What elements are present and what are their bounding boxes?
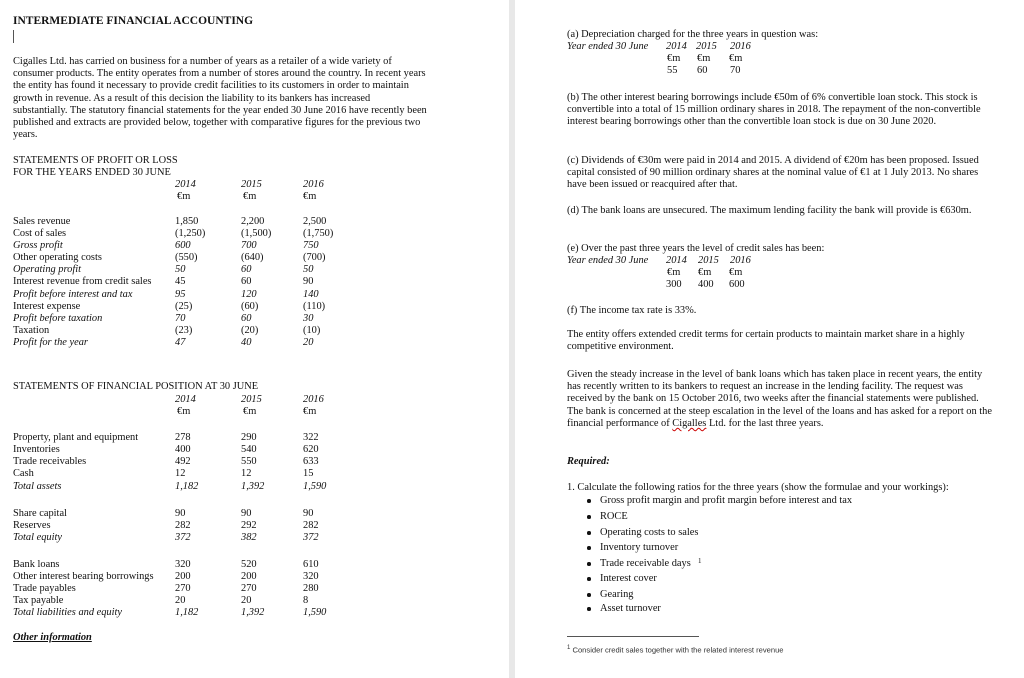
pl-row-value: 50 — [175, 264, 186, 275]
fp-unit: €m — [243, 406, 257, 417]
pl-row-value: (23) — [175, 325, 193, 336]
fp-row-value: 12 — [175, 468, 186, 479]
pl-row-value: 120 — [241, 289, 257, 300]
note-e-value: 600 — [729, 279, 745, 290]
footnote — [567, 642, 784, 657]
fp-row-value: 200 — [175, 571, 191, 582]
credit-terms-paragraph: The entity offers extended credit terms for certain products to maintain market share in a highly competitive environment. — [567, 329, 965, 353]
bullet-dot — [587, 546, 591, 550]
fp-row-value: 282 — [303, 520, 319, 531]
pl-row-value: 40 — [241, 337, 252, 348]
pl-row-label: Profit before interest and tax — [13, 289, 133, 300]
fp-row-label: Share capital — [13, 508, 67, 519]
note-e-value: 400 — [698, 279, 714, 290]
note-e-unit: €m — [729, 267, 743, 278]
ratio-list-item: Asset turnover — [600, 603, 661, 614]
pl-row-value: 600 — [175, 240, 191, 251]
note-e-year-2016: 2016 — [730, 255, 751, 266]
note-e-year-2015: 2015 — [698, 255, 719, 266]
fp-row-value: 90 — [303, 508, 314, 519]
pl-unit: €m — [303, 191, 317, 202]
note-e-year-label: Year ended 30 June — [567, 255, 649, 266]
footnote-rule — [567, 636, 699, 637]
pl-row-value: (20) — [241, 325, 259, 336]
fp-row-value: 610 — [303, 559, 319, 570]
bank-request-text-end: Ltd. for the last three years. — [706, 417, 824, 429]
fp-row-value: 280 — [303, 583, 319, 594]
fp-row-label: Reserves — [13, 520, 51, 531]
fp-row-value: 1,590 — [303, 607, 327, 618]
pl-row-value: (110) — [303, 301, 326, 312]
note-c-text: (c) Dividends of €30m were paid in 2014 and 2015. A dividend of €20m has been proposed. Issued capital consisted of 90 million ordinary shares at the nominal value of €1 at 1 July 2013. No shares have been issued or reacquired after that. — [567, 155, 979, 191]
bullet-dot — [587, 577, 591, 581]
note-a-year-2015: 2015 — [696, 41, 717, 52]
fp-row-value: 20 — [175, 595, 186, 606]
pl-row-value: 60 — [241, 313, 252, 324]
note-a-value: 60 — [697, 65, 708, 76]
fp-row-value: 290 — [241, 432, 257, 443]
ratio-list-item: Gearing — [600, 589, 634, 600]
fp-heading: STATEMENTS OF FINANCIAL POSITION AT 30 JUNE — [13, 381, 259, 392]
text-cursor — [13, 30, 14, 43]
note-a-value: 55 — [667, 65, 678, 76]
pl-row-label: Other operating costs — [13, 252, 102, 263]
fp-row-label: Tax payable — [13, 595, 64, 606]
fp-row-value: 8 — [303, 595, 309, 606]
pl-row-label: Profit for the year — [13, 337, 88, 348]
pl-row-value: 47 — [175, 337, 186, 348]
pl-row-value: 2,500 — [303, 216, 327, 227]
fp-year-2014: 2014 — [175, 394, 196, 405]
fp-row-value: 540 — [241, 444, 257, 455]
fp-row-value: 550 — [241, 456, 257, 467]
fp-row-value: 1,590 — [303, 481, 327, 492]
pl-row-value: 750 — [303, 240, 319, 251]
pl-heading-1: STATEMENTS OF PROFIT OR LOSS — [13, 155, 178, 166]
fp-row-value: 620 — [303, 444, 319, 455]
pl-row-value: (700) — [303, 252, 326, 263]
pl-row-value: (550) — [175, 252, 198, 263]
pl-row-value: 95 — [175, 289, 186, 300]
fp-unit: €m — [303, 406, 317, 417]
pl-row-label: Gross profit — [13, 240, 63, 251]
bank-request-paragraph — [567, 369, 992, 430]
note-a-year-label: Year ended 30 June — [567, 41, 649, 52]
fp-row-value: 320 — [303, 571, 319, 582]
pl-row-label: Sales revenue — [13, 216, 71, 227]
pl-row-value: 45 — [175, 276, 186, 287]
fp-row-value: 400 — [175, 444, 191, 455]
note-e-unit: €m — [667, 267, 681, 278]
fp-row-label: Total equity — [13, 532, 62, 543]
note-a-value: 70 — [730, 65, 741, 76]
pl-row-value: 20 — [303, 337, 314, 348]
fp-row-value: 270 — [175, 583, 191, 594]
ratio-list-item: Inventory turnover — [600, 542, 679, 553]
fp-row-value: 282 — [175, 520, 191, 531]
fp-row-value: 492 — [175, 456, 191, 467]
note-e-text: (e) Over the past three years the level of credit sales has been: — [567, 243, 825, 254]
fp-row-value: 320 — [175, 559, 191, 570]
fp-row-value: 292 — [241, 520, 257, 531]
bullet-dot — [587, 515, 591, 519]
bullet-dot — [587, 607, 591, 611]
pl-row-label: Profit before taxation — [13, 313, 103, 324]
ratio-list-item: ROCE — [600, 511, 628, 522]
fp-row-value: 322 — [303, 432, 319, 443]
fp-row-value: 15 — [303, 468, 314, 479]
question-1-text: 1. Calculate the following ratios for the three years (show the formulae and your workings): — [567, 482, 949, 493]
pl-row-value: (60) — [241, 301, 259, 312]
note-a-year-2016: 2016 — [730, 41, 751, 52]
pl-row-value: (640) — [241, 252, 264, 263]
fp-row-value: 382 — [241, 532, 257, 543]
pl-year-2015: 2015 — [241, 179, 262, 190]
fp-row-label: Cash — [13, 468, 34, 479]
pl-row-value: (1,250) — [175, 228, 206, 239]
fp-row-label: Total assets — [13, 481, 62, 492]
pl-row-value: 90 — [303, 276, 314, 287]
pl-row-label: Interest expense — [13, 301, 81, 312]
pl-row-value: 70 — [175, 313, 186, 324]
fp-row-value: 520 — [241, 559, 257, 570]
footnote-text: Consider credit sales together with the related interest revenue — [572, 645, 784, 655]
required-label: Required: — [567, 456, 610, 467]
note-a-unit: €m — [697, 53, 711, 64]
pl-row-label: Cost of sales — [13, 228, 67, 239]
pl-heading-2: FOR THE YEARS ENDED 30 JUNE — [13, 167, 171, 178]
pl-row-value: (1,750) — [303, 228, 334, 239]
right-page — [515, 0, 1024, 678]
pl-unit: €m — [243, 191, 257, 202]
fp-row-label: Total liabilities and equity — [13, 607, 123, 618]
fp-row-value: 372 — [175, 532, 191, 543]
note-a-text: (a) Depreciation charged for the three years in question was: — [567, 29, 819, 40]
ratio-list-item: Trade receivable days 1 — [600, 557, 702, 569]
bullet-dot — [587, 562, 591, 566]
fp-unit: €m — [177, 406, 191, 417]
fp-row-value: 633 — [303, 456, 319, 467]
left-page — [0, 0, 509, 678]
pl-year-2014: 2014 — [175, 179, 196, 190]
note-e-value: 300 — [666, 279, 682, 290]
bank-request-text: Given the steady increase in the level of bank loans which has taken place in recent years, the entity has recently written to its bankers to request an increase in the lending facility. The request was received by the bank on 15 October 2016, two weeks after the financial statements were published. The bank is concerned at the steep escalation in the level of the loans and has asked for a report on the financial performance of — [567, 369, 992, 429]
fp-row-value: 1,392 — [241, 481, 265, 492]
ratio-list-item: Interest cover — [600, 573, 657, 584]
pl-row-value: 50 — [303, 264, 314, 275]
fp-row-value: 1,392 — [241, 607, 265, 618]
pl-row-value: (1,500) — [241, 228, 272, 239]
pl-row-value: (10) — [303, 325, 321, 336]
fp-row-value: 1,182 — [175, 481, 199, 492]
pl-row-value: 1,850 — [175, 216, 199, 227]
note-a-unit: €m — [729, 53, 743, 64]
pl-row-value: 60 — [241, 276, 252, 287]
footnote-marker: 1 — [567, 645, 571, 651]
fp-row-label: Trade payables — [13, 583, 76, 594]
fp-row-value: 12 — [241, 468, 252, 479]
pl-row-value: 140 — [303, 289, 319, 300]
pl-row-value: (25) — [175, 301, 193, 312]
pl-row-label: Taxation — [13, 325, 50, 336]
fp-row-value: 90 — [241, 508, 252, 519]
pl-year-2016: 2016 — [303, 179, 324, 190]
document-title: INTERMEDIATE FINANCIAL ACCOUNTING — [13, 15, 254, 27]
note-f-text: (f) The income tax rate is 33%. — [567, 305, 697, 316]
intro-paragraph: Cigalles Ltd. has carried on business for a number of years as a retailer of a wide variety of consumer products. The entity operates from a number of stores around the country. In recent years the entity has found it necessary to provide credit facilities to its customers in order to maintain growth in revenue. As a result of this decision the liability to its bankers has increased substantially. The statutory financial statements for the year ended 30 June 2016 have recently been published and extracts are provided below, together with comparative figures for the previous two years. — [13, 56, 427, 141]
pl-row-value: 2,200 — [241, 216, 265, 227]
ratio-list-item: Gross profit margin and profit margin before interest and tax — [600, 495, 853, 506]
fp-row-value: 270 — [241, 583, 257, 594]
fp-row-label: Other interest bearing borrowings — [13, 571, 154, 582]
pl-row-value: 30 — [303, 313, 314, 324]
company-name-misspelled: Cigalles — [672, 417, 707, 429]
pl-row-label: Operating profit — [13, 264, 82, 275]
other-information-heading: Other information — [13, 632, 92, 643]
fp-row-label: Bank loans — [13, 559, 60, 570]
pl-unit: €m — [177, 191, 191, 202]
pl-row-value: 60 — [241, 264, 252, 275]
fp-year-2015: 2015 — [241, 394, 262, 405]
fp-row-label: Trade receivables — [13, 456, 87, 467]
fp-row-label: Property, plant and equipment — [13, 432, 139, 443]
note-e-unit: €m — [698, 267, 712, 278]
pl-row-label: Interest revenue from credit sales — [13, 276, 152, 287]
fp-row-value: 278 — [175, 432, 191, 443]
fp-row-value: 90 — [175, 508, 186, 519]
fp-row-value: 20 — [241, 595, 252, 606]
note-d-text: (d) The bank loans are unsecured. The maximum lending facility the bank will provide is €630m. — [567, 205, 972, 216]
fp-row-value: 372 — [303, 532, 319, 543]
pl-row-value: 700 — [241, 240, 257, 251]
bullet-dot — [587, 499, 591, 503]
note-a-unit: €m — [667, 53, 681, 64]
fp-row-label: Inventories — [13, 444, 60, 455]
fp-row-value: 1,182 — [175, 607, 199, 618]
fp-row-value: 200 — [241, 571, 257, 582]
note-a-year-2014: 2014 — [666, 41, 687, 52]
footnote-reference: 1 — [698, 557, 702, 565]
fp-year-2016: 2016 — [303, 394, 324, 405]
bullet-dot — [587, 593, 591, 597]
note-e-year-2014: 2014 — [666, 255, 687, 266]
bullet-dot — [587, 531, 591, 535]
note-b-text: (b) The other interest bearing borrowings include €50m of 6% convertible loan stock. This stock is convertible into a total of 15 million ordinary shares in 2018. The repayment of the non-convertible interest bearing borrowings other than the convertible loan stock is due on 30 June 2020. — [567, 92, 981, 128]
ratio-list-item: Operating costs to sales — [600, 527, 699, 538]
